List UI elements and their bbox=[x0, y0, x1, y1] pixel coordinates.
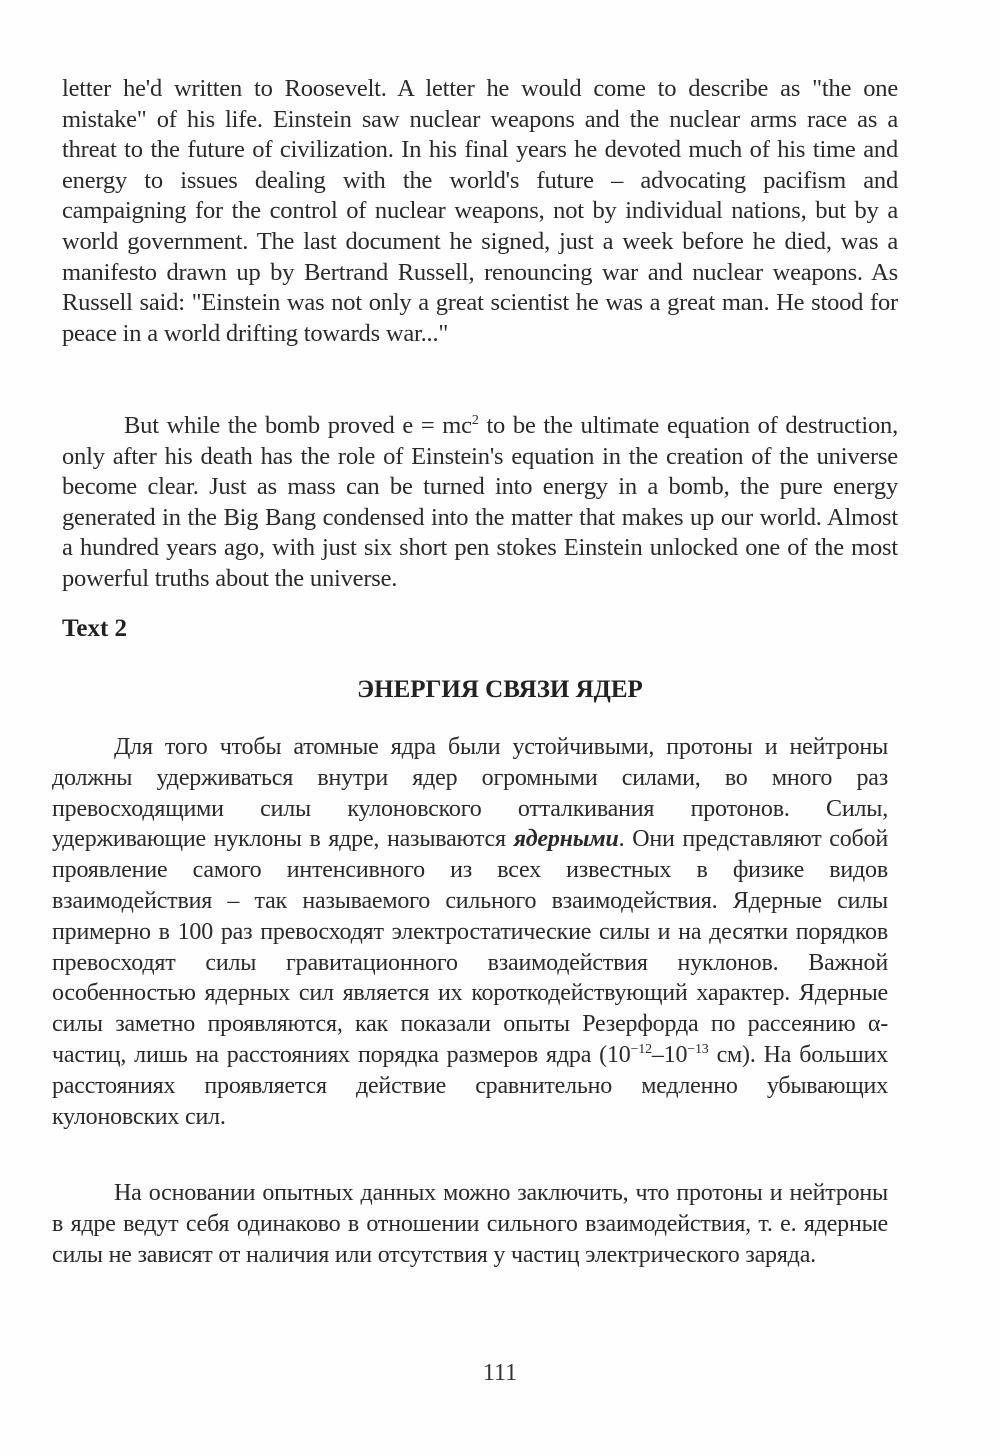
russian-paragraph-nuclear-forces bbox=[52, 732, 888, 1132]
superscript: 2 bbox=[471, 412, 479, 428]
english-paragraph-continuation bbox=[62, 74, 898, 349]
text-2-label: Text 2 bbox=[62, 615, 128, 642]
paragraph-text bbox=[62, 411, 898, 595]
text-run: to be the ultimate equation of destruction, only after his death has the role of Einstein's equation in the creation of the universe become clear. Just as mass can be turned into energy in a bomb, the pure energy generated in the Big Bang condensed into the matter that makes up our world. Almost a hundred years ago, with just six short pen stokes Einstein unlocked one of the most powerful truths about the universe. bbox=[62, 412, 898, 592]
paragraph-text: На основании опытных данных можно заключить, что протоны и нейтроны в ядре ведут себя одинаково в отношении сильного взаимодействия, т. е. ядерные силы не зависят от наличия или отсутствия у частиц электрического заряда. bbox=[52, 1180, 888, 1268]
text-run: . Они представляют собой проявление самого интенсивного из всех известных в физике видов взаимодействия – так называемого сильного взаимодействия. Ядерные силы примерно в 100 раз превосходят электростатические силы и на десятки порядков превосходят силы гравитационного взаимодействия нуклонов. Важной особенностью ядерных сил является их короткодействующий характер. Ядерные силы заметно проявляются, как показали опыты Резерфорда по рассеянию α-частиц, лишь на расстояниях порядка размеров ядра (10 bbox=[52, 826, 888, 1068]
emphasized-term: ядерными bbox=[513, 826, 619, 853]
text-run: –10 bbox=[651, 1041, 688, 1068]
paragraph-text: letter he'd written to Roosevelt. A letter he would come to describe as "the one mistake" of his life. Einstein saw nuclear weapons and the nuclear arms race as a threat to the future of civilization. In his final years he devoted much of his time and energy to issues dealing with the world's future – advocating pacifism and campaigning for the control of nuclear weapons, not by individual nations, but by a world government. The last document he signed, just a week before he died, was a manifesto drawn up by Bertrand Russell, renouncing war and nuclear weapons. As Russell said: "Einstein was not only a great scientist he was a great man. He stood for peace in a world drifting towards war..." bbox=[62, 75, 898, 347]
text-run: But while the bomb proved e = mc bbox=[124, 412, 472, 439]
english-paragraph-e-mc2 bbox=[62, 411, 898, 595]
section-title: ЭНЕРГИЯ СВЯЗИ ЯДЕР bbox=[357, 676, 643, 703]
superscript: −13 bbox=[687, 1041, 709, 1057]
paragraph-text bbox=[52, 732, 888, 1132]
text-run: см). На больших расстояниях проявляется действие сравнительно медленно убывающих кулоновских сил. bbox=[52, 1041, 888, 1130]
page-number: 111 bbox=[482, 1360, 518, 1386]
russian-paragraph-conclusion bbox=[52, 1178, 888, 1270]
superscript: −12 bbox=[630, 1041, 652, 1057]
text-run: Для того чтобы атомные ядра были устойчивыми, протоны и нейтроны должны удерживаться внутри ядер огромными силами, во много раз превосходящими силы кулоновского отталкивания протонов. Силы, удерживающие нуклоны в ядре, называются bbox=[52, 734, 888, 853]
